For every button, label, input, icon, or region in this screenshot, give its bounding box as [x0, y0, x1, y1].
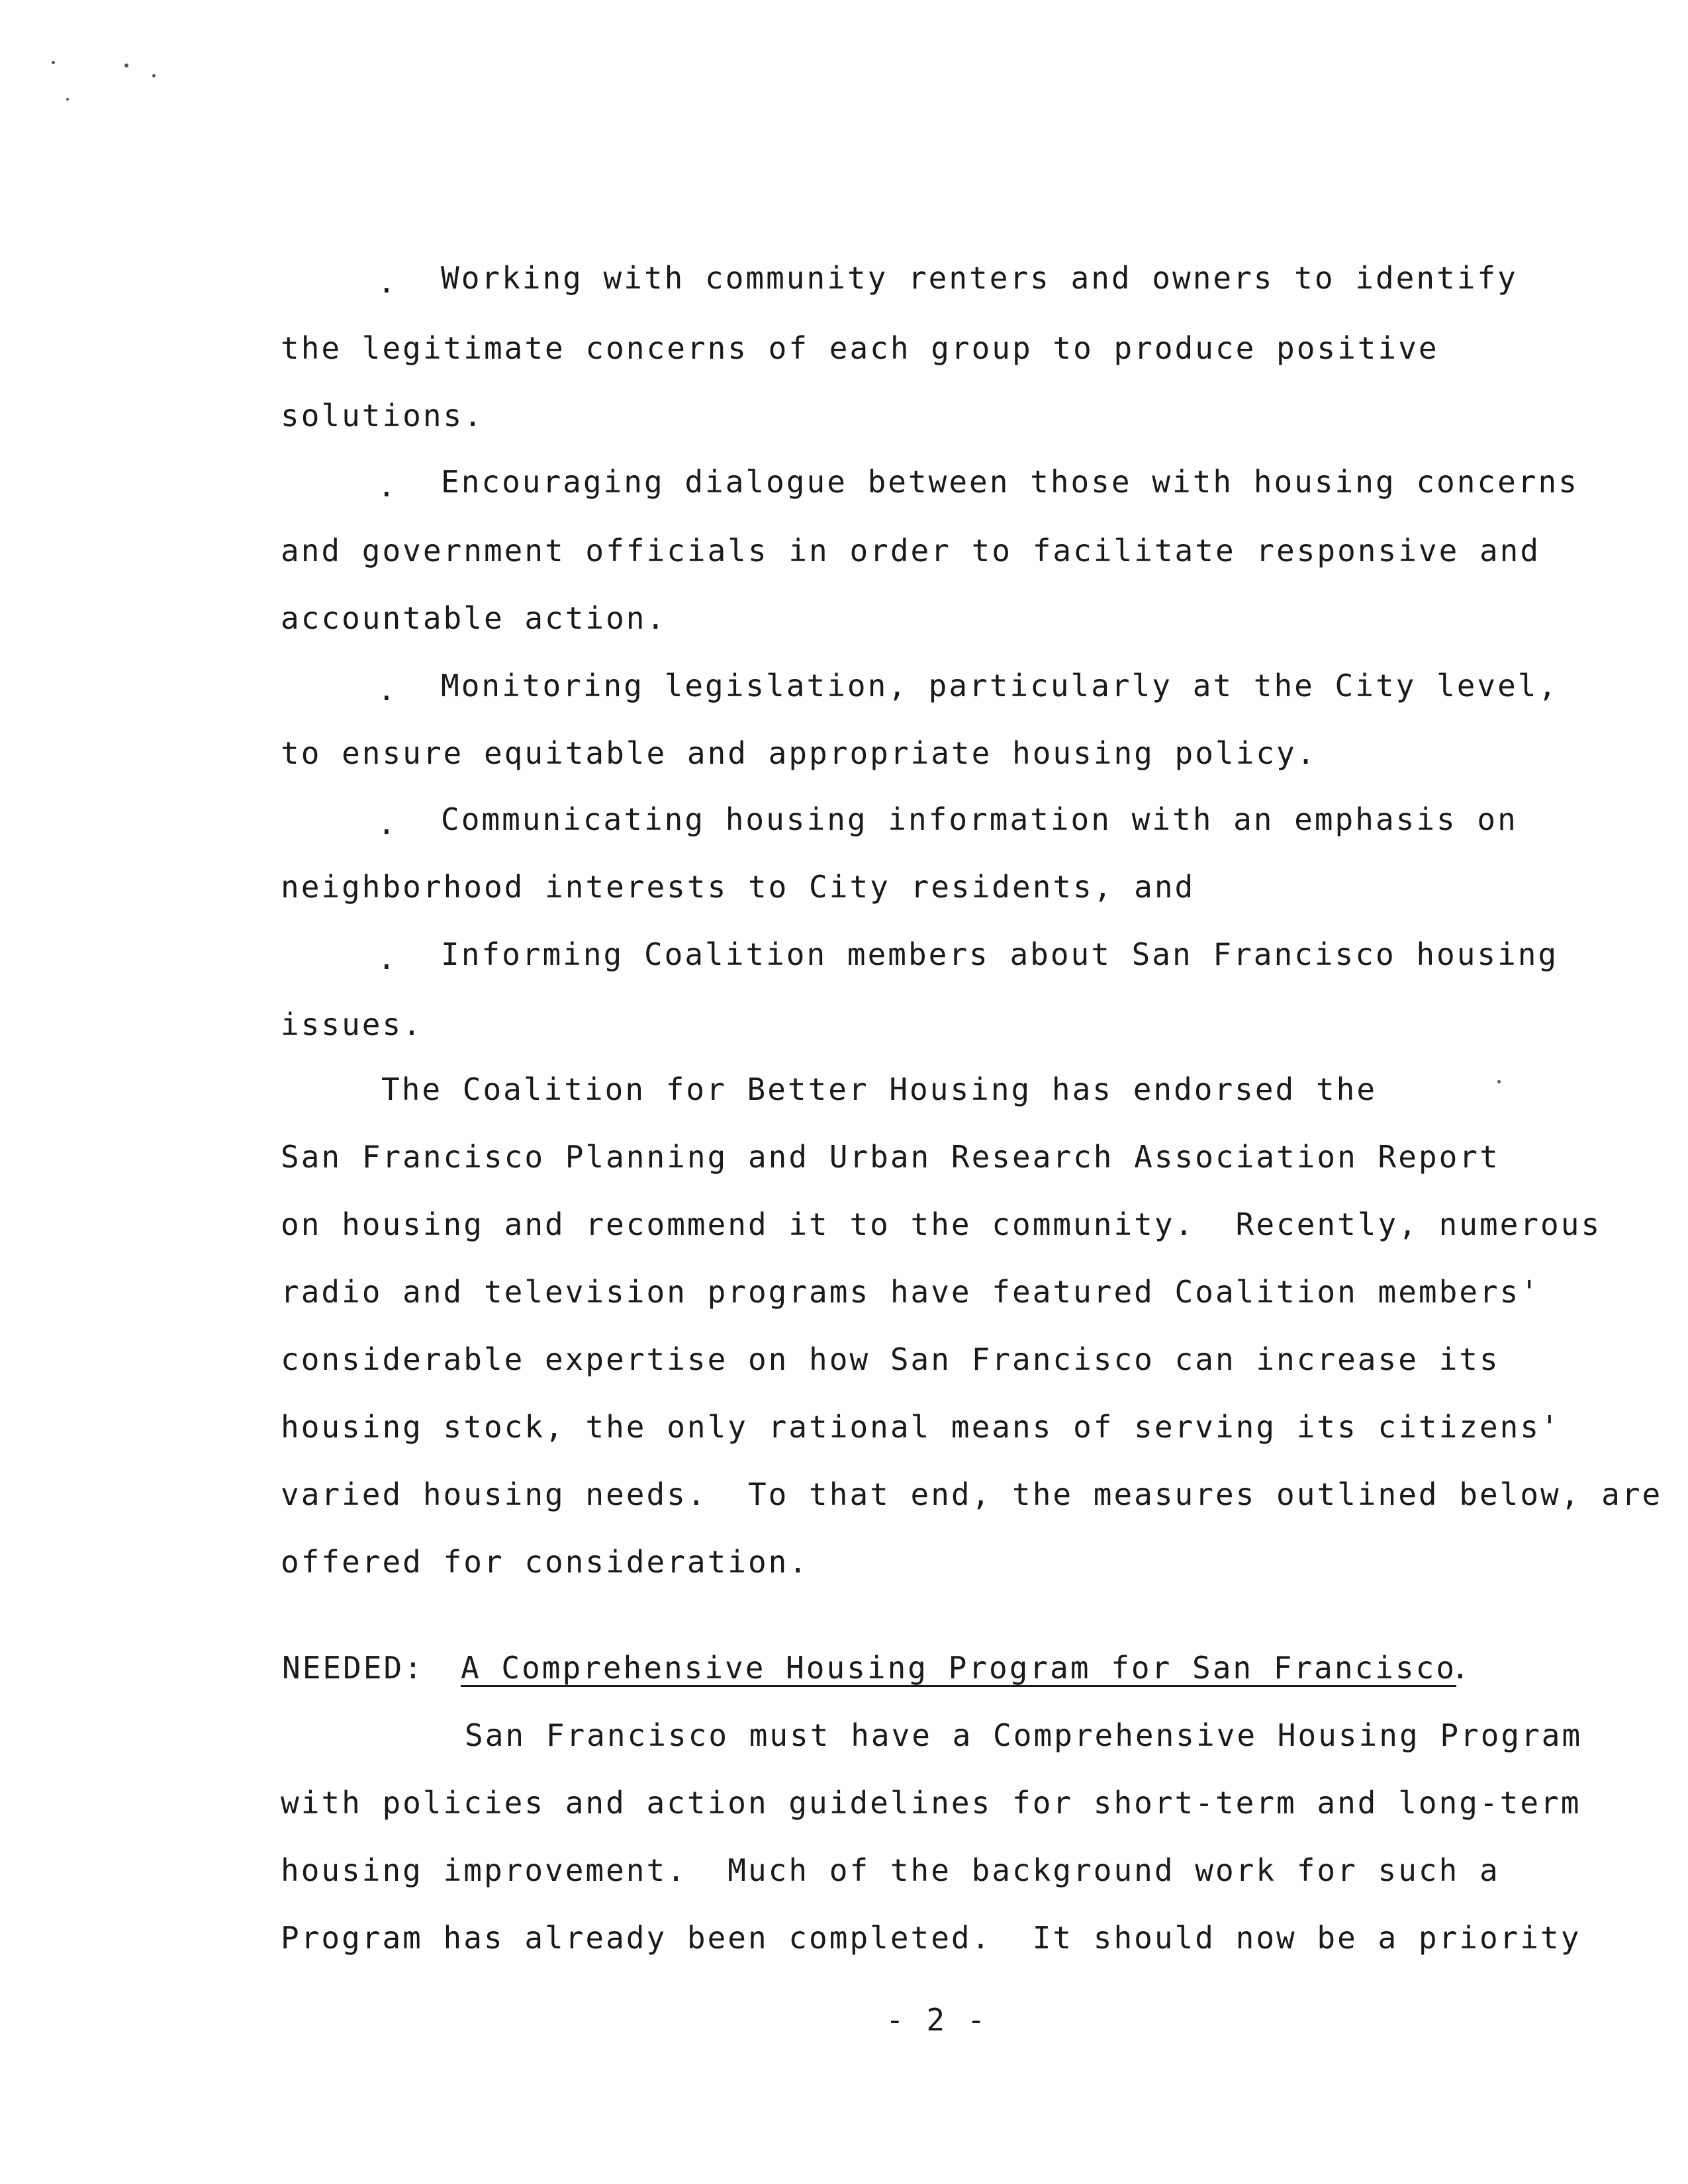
bullet-text-line: and government officials in order to facilitate responsive and [281, 533, 1541, 569]
paragraph-line: on housing and recommend it to the community. Recently, numerous [281, 1206, 1602, 1242]
scan-speck [52, 61, 55, 64]
paragraph-line: offered for consideration. [281, 1544, 810, 1580]
paragraph-line: considerable expertise on how San Francisco can increase its [281, 1342, 1500, 1377]
bullet-marker: . [377, 468, 398, 504]
paragraph-line: San Francisco Planning and Urban Research Association Report [281, 1139, 1500, 1175]
scan-speck [124, 64, 128, 68]
section-paragraph-line: Program has already been completed. It should now be a priority [281, 1920, 1581, 1956]
bullet-text-line: Communicating housing information with an emphasis on [441, 801, 1518, 837]
section-paragraph-line: housing improvement. Much of the background work for such a [281, 1852, 1500, 1888]
section-paragraph-line: San Francisco must have a Comprehensive Housing Program [465, 1717, 1583, 1753]
bullet-text-line: Working with community renters and owners to identify [441, 260, 1518, 296]
section-label: NEEDED: [282, 1650, 424, 1686]
bullet-marker: . [377, 805, 398, 841]
scan-speck [1497, 1080, 1501, 1083]
paragraph-line: varied housing needs. To that end, the measures outlined below, are [281, 1477, 1663, 1512]
bullet-marker: . [377, 264, 398, 300]
page-number: - 2 - [886, 2002, 988, 2038]
bullet-text-line: to ensure equitable and appropriate housing policy. [281, 735, 1317, 771]
paragraph-line: radio and television programs have featured Coalition members' [281, 1274, 1541, 1310]
bullet-text-line: accountable action. [281, 600, 667, 636]
paragraph-line: housing stock, the only rational means of serving its citizens' [281, 1409, 1561, 1445]
bullet-text-line: Encouraging dialogue between those with housing concerns [441, 464, 1579, 500]
bullet-text-line: Informing Coalition members about San Francisco housing [441, 936, 1559, 972]
bullet-text-line: Monitoring legislation, particularly at the City level, [441, 668, 1559, 704]
bullet-marker: . [377, 672, 398, 707]
scan-speck [152, 74, 156, 77]
scan-speck [66, 98, 69, 101]
bullet-text-line: issues. [281, 1007, 423, 1042]
bullet-marker: . [377, 940, 398, 976]
section-paragraph-line: with policies and action guidelines for short-term and long-term [281, 1785, 1581, 1821]
bullet-text-line: solutions. [281, 398, 484, 433]
paragraph-line: The Coalition for Better Housing has endorsed the [381, 1071, 1378, 1107]
section-title-period: . [1451, 1650, 1472, 1686]
bullet-text-line: the legitimate concerns of each group to produce positive [281, 330, 1439, 366]
section-title: A Comprehensive Housing Program for San Francisco [461, 1650, 1457, 1686]
bullet-text-line: neighborhood interests to City residents, and [281, 869, 1196, 905]
